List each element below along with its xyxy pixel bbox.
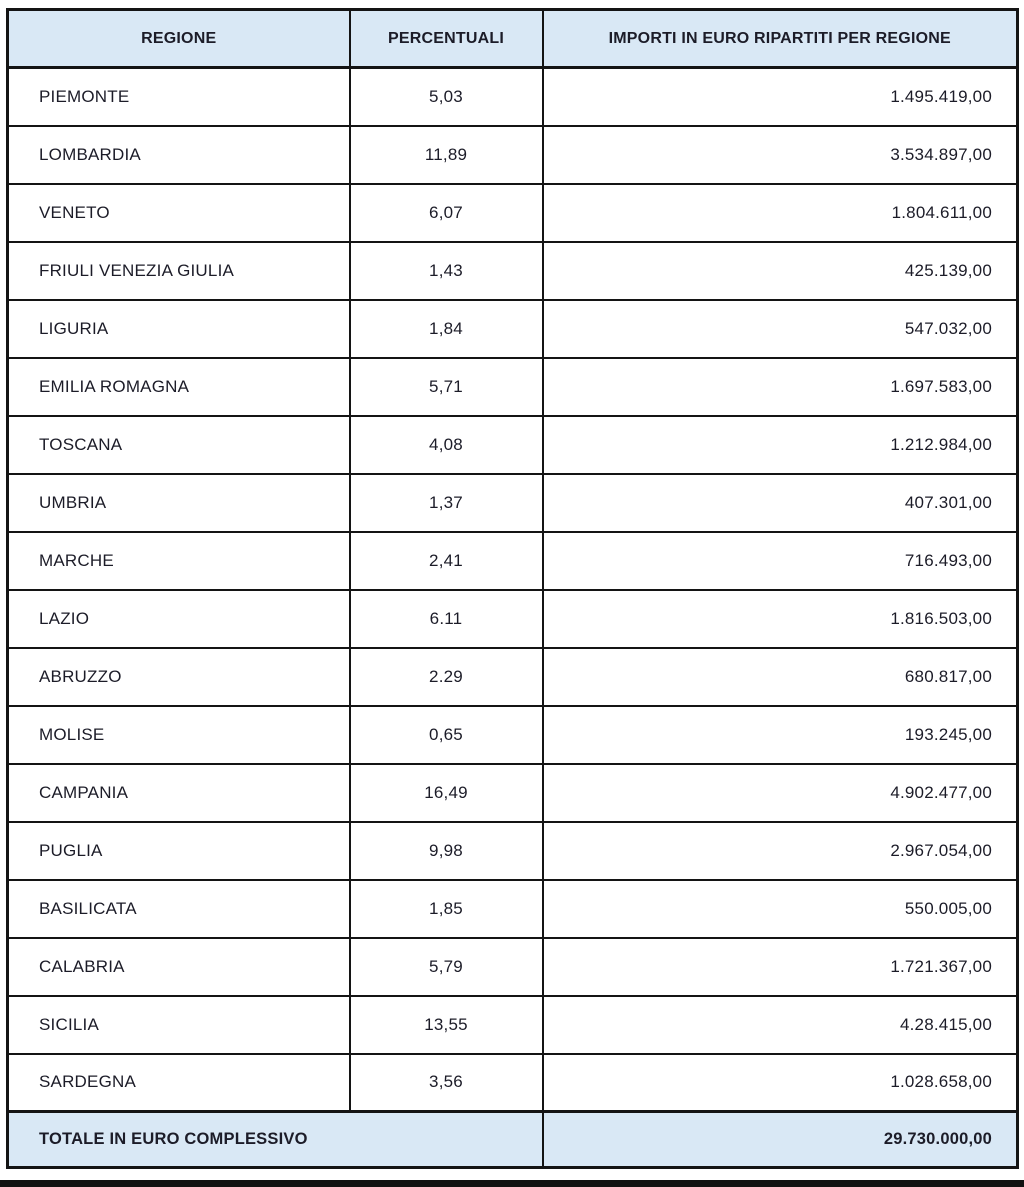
- region-name-cell: BASILICATA: [8, 880, 350, 938]
- percent-cell: 5,03: [350, 68, 543, 126]
- percent-cell: 1,43: [350, 242, 543, 300]
- amount-cell: 1.212.984,00: [543, 416, 1018, 474]
- region-name-cell: ABRUZZO: [8, 648, 350, 706]
- region-name-cell: CALABRIA: [8, 938, 350, 996]
- amount-cell: 4.28.415,00: [543, 996, 1018, 1054]
- table-row: [8, 532, 1018, 590]
- region-name-cell: LAZIO: [8, 590, 350, 648]
- region-name-cell: SARDEGNA: [8, 1054, 350, 1112]
- page-bottom-rule: [0, 1180, 1024, 1187]
- region-name-cell: MARCHE: [8, 532, 350, 590]
- table-row: [8, 764, 1018, 822]
- region-name-cell: LIGURIA: [8, 300, 350, 358]
- percent-cell: 2,41: [350, 532, 543, 590]
- table-header: [8, 10, 1018, 68]
- table-row: [8, 242, 1018, 300]
- amount-cell: 547.032,00: [543, 300, 1018, 358]
- total-amount: 29.730.000,00: [543, 1112, 1018, 1168]
- percent-cell: 0,65: [350, 706, 543, 764]
- region-name-cell: FRIULI VENEZIA GIULIA: [8, 242, 350, 300]
- amount-cell: 425.139,00: [543, 242, 1018, 300]
- table-row: [8, 880, 1018, 938]
- amount-cell: 1.816.503,00: [543, 590, 1018, 648]
- amount-cell: 2.967.054,00: [543, 822, 1018, 880]
- table-row: [8, 416, 1018, 474]
- regions-table: [6, 8, 1019, 1169]
- header-row: [8, 10, 1018, 68]
- percent-cell: 13,55: [350, 996, 543, 1054]
- region-name-cell: SICILIA: [8, 996, 350, 1054]
- total-row: [8, 1112, 1018, 1168]
- table-row: [8, 648, 1018, 706]
- table-row: [8, 822, 1018, 880]
- total-label: TOTALE IN EURO COMPLESSIVO: [8, 1112, 543, 1168]
- percent-cell: 6,07: [350, 184, 543, 242]
- amount-cell: 1.028.658,00: [543, 1054, 1018, 1112]
- amount-cell: 1.721.367,00: [543, 938, 1018, 996]
- region-name-cell: LOMBARDIA: [8, 126, 350, 184]
- table-row: [8, 996, 1018, 1054]
- percent-cell: 6.11: [350, 590, 543, 648]
- region-name-cell: EMILIA ROMAGNA: [8, 358, 350, 416]
- region-name-cell: TOSCANA: [8, 416, 350, 474]
- amount-cell: 4.902.477,00: [543, 764, 1018, 822]
- region-name-cell: CAMPANIA: [8, 764, 350, 822]
- table-row: [8, 706, 1018, 764]
- percent-cell: 9,98: [350, 822, 543, 880]
- percent-cell: 5,71: [350, 358, 543, 416]
- table-row: [8, 300, 1018, 358]
- table-row: [8, 68, 1018, 126]
- column-header-percentuali: PERCENTUALI: [350, 10, 543, 68]
- table-footer: [8, 1112, 1018, 1168]
- region-name-cell: UMBRIA: [8, 474, 350, 532]
- percent-cell: 11,89: [350, 126, 543, 184]
- percent-cell: 3,56: [350, 1054, 543, 1112]
- table-row: [8, 1054, 1018, 1112]
- amount-cell: 716.493,00: [543, 532, 1018, 590]
- amount-cell: 1.804.611,00: [543, 184, 1018, 242]
- amount-cell: 1.697.583,00: [543, 358, 1018, 416]
- column-header-importi: IMPORTI IN EURO RIPARTITI PER REGIONE: [543, 10, 1018, 68]
- amount-cell: 407.301,00: [543, 474, 1018, 532]
- region-name-cell: PUGLIA: [8, 822, 350, 880]
- percent-cell: 1,37: [350, 474, 543, 532]
- percent-cell: 5,79: [350, 938, 543, 996]
- region-name-cell: PIEMONTE: [8, 68, 350, 126]
- region-name-cell: MOLISE: [8, 706, 350, 764]
- table-row: [8, 184, 1018, 242]
- column-header-regione: REGIONE: [8, 10, 350, 68]
- percent-cell: 4,08: [350, 416, 543, 474]
- percent-cell: 1,84: [350, 300, 543, 358]
- table-row: [8, 590, 1018, 648]
- table-row: [8, 938, 1018, 996]
- amount-cell: 3.534.897,00: [543, 126, 1018, 184]
- percent-cell: 16,49: [350, 764, 543, 822]
- region-name-cell: VENETO: [8, 184, 350, 242]
- amount-cell: 193.245,00: [543, 706, 1018, 764]
- amount-cell: 680.817,00: [543, 648, 1018, 706]
- amount-cell: 550.005,00: [543, 880, 1018, 938]
- percent-cell: 2.29: [350, 648, 543, 706]
- percent-cell: 1,85: [350, 880, 543, 938]
- table-row: [8, 358, 1018, 416]
- table-row: [8, 474, 1018, 532]
- table-row: [8, 126, 1018, 184]
- amount-cell: 1.495.419,00: [543, 68, 1018, 126]
- table-body: [8, 68, 1018, 1112]
